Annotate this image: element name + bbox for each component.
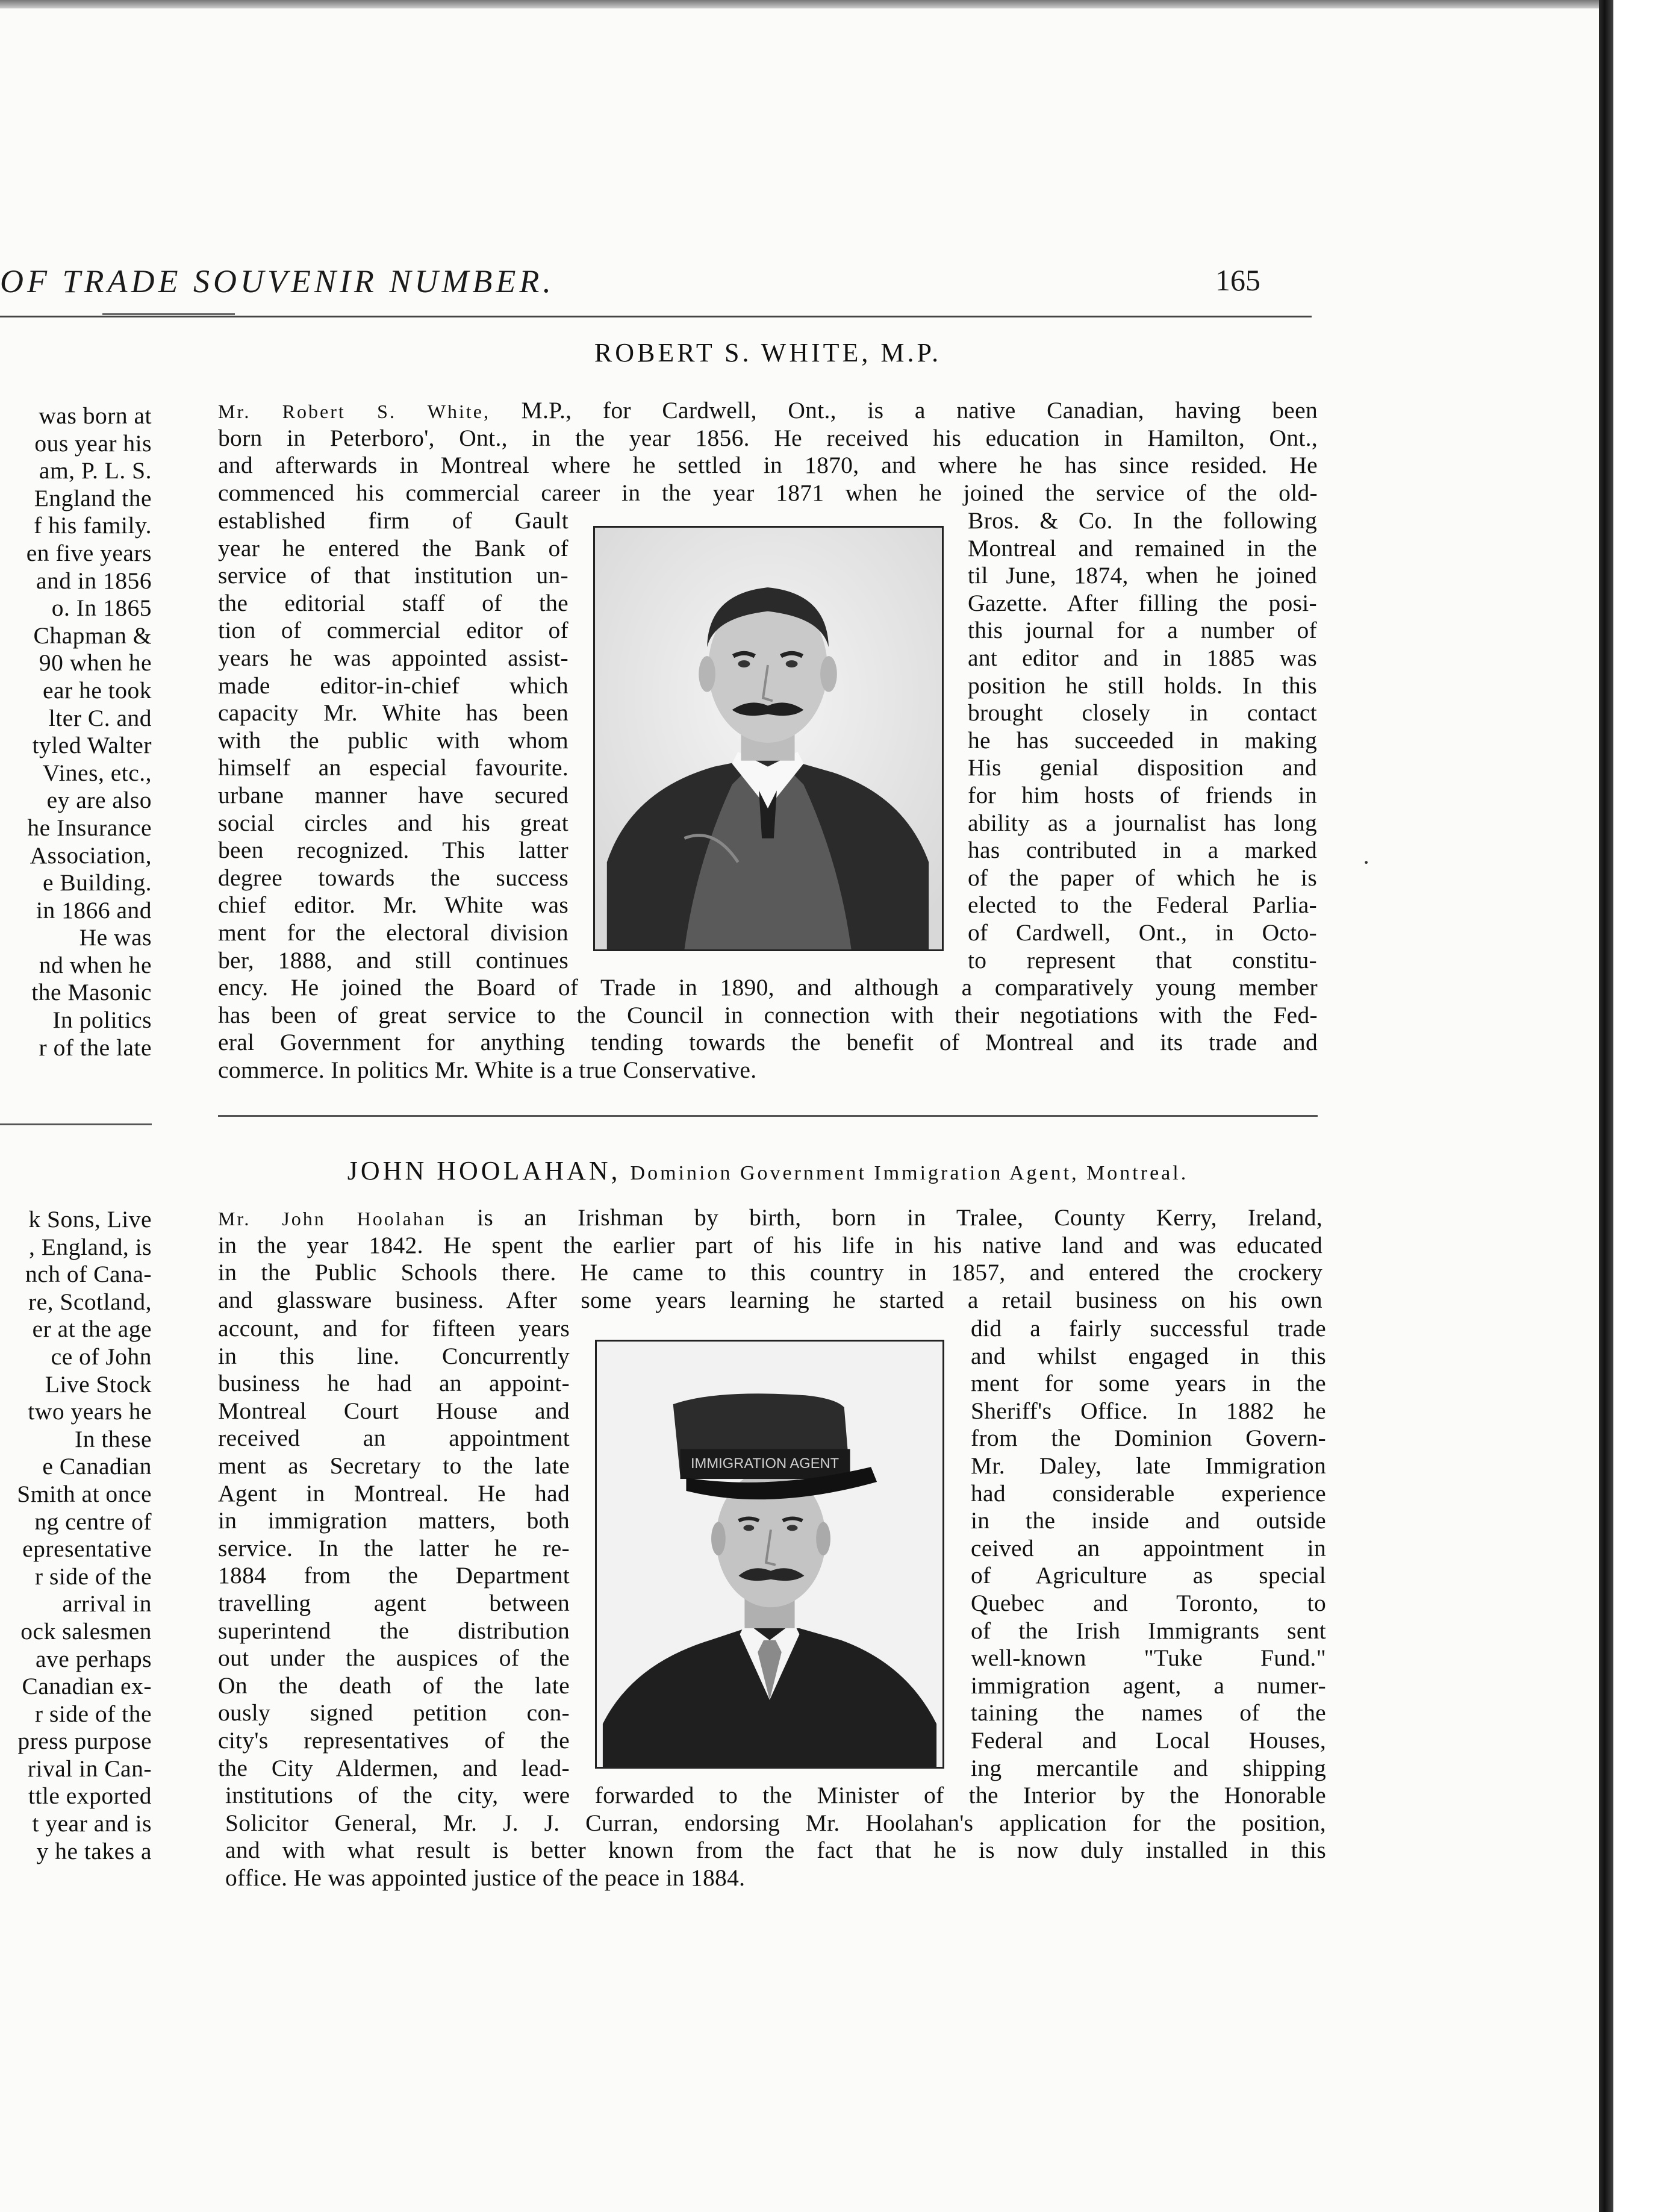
text-line: 1884 from the Department [218, 1562, 570, 1589]
text-line: has contributed in a marked [968, 837, 1317, 864]
text-line: chief editor. Mr. White was [218, 892, 568, 919]
text-line: Mr. Daley, late Immigration [971, 1452, 1326, 1479]
portrait-john-hoolahan-photo [597, 1342, 942, 1767]
left-column-line: and in 1856 [36, 567, 152, 594]
text-line [218, 1231, 1322, 1259]
text-line [218, 451, 1318, 479]
text-line: office. He was appointed justice of the peace in 1884. [225, 1864, 746, 1891]
left-column-line: England the [34, 484, 152, 511]
left-column-line: In these [75, 1425, 152, 1452]
left-column-line: , England, is [29, 1233, 152, 1260]
text-line: been recognized. This latter [218, 837, 568, 864]
left-column-line: nd when he [39, 951, 152, 978]
text-line: ing mercantile and shipping [971, 1754, 1326, 1781]
line-text: and afterwards in Montreal where he settled in 1870, and where he has since resided. He [218, 452, 1318, 479]
page-number: 165 [1215, 263, 1260, 297]
text-line: institutions of the city, were forwarded to the Minister of the Interior by the Honorable [225, 1782, 1326, 1808]
text-line: in this line. Concurrently [218, 1342, 570, 1369]
text-line: taining the names of the [971, 1699, 1326, 1726]
text-line: ment as Secretary to the late [218, 1452, 570, 1479]
text-line: account, and for fifteen years [218, 1315, 570, 1342]
text-line: with the public with whom [218, 726, 568, 754]
text-line: til June, 1874, when he joined [968, 562, 1317, 589]
left-column-line: tyled Walter [32, 732, 152, 759]
scan-margin [1613, 0, 1679, 2212]
line-text: is an Irishman by birth, born in Tralee, County Kerry, Ireland, [446, 1204, 1323, 1231]
header-rule [0, 316, 1312, 317]
text-line: this journal for a number of [968, 617, 1317, 644]
text-line: urbane manner have secured [218, 782, 568, 808]
left-column-line: Chapman & [33, 622, 152, 649]
text-line: brought closely in contact [968, 699, 1317, 726]
left-column-top [0, 402, 152, 1061]
text-line: service of that institution un- [218, 562, 568, 589]
portrait-robert-white [593, 526, 944, 951]
text-line: did a fairly successful trade [971, 1315, 1326, 1342]
left-column-line: r side of the [34, 1563, 152, 1590]
text-line: Sheriff's Office. In 1882 he [971, 1397, 1326, 1424]
left-column-line: the Masonic [31, 979, 152, 1006]
text-line: Solicitor General, Mr. J. J. Curran, endorsing Mr. Hoolahan's application for the position, [225, 1809, 1326, 1836]
text-line [218, 1204, 1322, 1231]
article2-title-name: JOHN HOOLAHAN, [347, 1156, 621, 1186]
text-line: capacity Mr. White has been [218, 699, 568, 726]
subject-name: Mr. John Hoolahan [218, 1208, 447, 1229]
text-line: Federal and Local Houses, [971, 1727, 1326, 1754]
left-column-line: ock salesmen [20, 1617, 152, 1645]
article-separator [218, 1115, 1318, 1117]
text-line: degree towards the success [218, 864, 568, 891]
portrait-robert-white-photo [595, 528, 942, 949]
article2-title [218, 1155, 1318, 1186]
left-column-line: Live Stock [45, 1370, 152, 1398]
text-line: commerce. In politics Mr. White is a true Conservative. [218, 1056, 757, 1083]
left-column-line: Association, [30, 842, 152, 869]
text-line: eral Government for anything tending towards the benefit of Montreal and its trade and [218, 1029, 1318, 1056]
left-column-line: Canadian ex- [22, 1673, 152, 1700]
line-text: M.P., for Cardwell, Ont., is a native Canadian, having been [490, 397, 1318, 423]
text-line [218, 1258, 1322, 1286]
text-line: from the Dominion Govern- [971, 1425, 1326, 1452]
text-line: Agent in Montreal. He had [218, 1479, 570, 1507]
text-line: social circles and his great [218, 809, 568, 836]
left-column-line: Vines, etc., [42, 759, 152, 786]
page-top-shadow [0, 0, 1599, 8]
left-column-line: ear he took [43, 676, 152, 704]
article2-title-office: Dominion Government Immigration Agent, Montreal. [630, 1162, 1189, 1184]
left-column-line: he Insurance [27, 814, 152, 841]
left-column-line: was born at [39, 402, 152, 429]
left-column-line: rival in Can- [27, 1755, 152, 1782]
text-line: elected to the Federal Parlia- [968, 892, 1317, 919]
left-column-line: in 1866 and [36, 896, 152, 923]
text-line: service. In the latter he re- [218, 1534, 570, 1561]
left-column-line: In politics [52, 1007, 152, 1034]
text-line: out under the auspices of the [218, 1645, 570, 1672]
text-line: ously signed petition con- [218, 1699, 570, 1726]
text-line [218, 1286, 1322, 1314]
left-column-line: arrival in [62, 1590, 152, 1617]
text-line: city's representatives of the [218, 1727, 570, 1754]
left-column-line: o. In 1865 [51, 595, 152, 622]
text-line: tion of commercial editor of [218, 617, 568, 644]
text-line: travelling agent between [218, 1590, 570, 1616]
left-column-line: ce of John [51, 1343, 152, 1370]
text-line: and with what result is better known from the fact that he is now duly installed in this [225, 1837, 1326, 1864]
text-line: business he had an appoint- [218, 1370, 570, 1397]
left-column-line: ey are also [46, 787, 152, 814]
portrait-john-hoolahan [595, 1340, 944, 1769]
text-line: himself an especial favourite. [218, 754, 568, 781]
text-line: and whilst engaged in this [971, 1342, 1326, 1369]
text-line: for him hosts of friends in [968, 782, 1317, 808]
text-line: received an appointment [218, 1425, 570, 1452]
text-line: ment for the electoral division [218, 919, 568, 946]
left-column-line: t year and is [32, 1810, 152, 1837]
left-column-line: press purpose [17, 1728, 152, 1755]
text-line: he has succeeded in making [968, 726, 1317, 754]
text-line [218, 424, 1318, 452]
cap-lettering: IMMIGRATION AGENT [690, 1455, 839, 1472]
text-line: of Cardwell, Ont., in Octo- [968, 919, 1317, 946]
left-column-line: ng centre of [34, 1508, 152, 1535]
left-column-line: lter C. and [48, 704, 152, 731]
text-line: year he entered the Bank of [218, 534, 568, 561]
page-edge-shadow [1599, 0, 1613, 2212]
left-column-line: er at the age [32, 1316, 152, 1343]
left-column-rule [0, 1123, 152, 1125]
line-text: in the Public Schools there. He came to this country in 1857, and entered the crockery [218, 1259, 1322, 1286]
text-line: ency. He joined the Board of Trade in 1890, and although a comparatively young member [218, 974, 1318, 1001]
text-line: On the death of the late [218, 1672, 570, 1699]
line-text: and glassware business. After some years learning he started a retail business on his own [218, 1286, 1322, 1313]
header-rule-accent [102, 313, 235, 315]
text-line: well-known "Tuke Fund." [971, 1645, 1326, 1672]
text-line: His genial disposition and [968, 754, 1317, 781]
text-line: Gazette. After filling the posi- [968, 589, 1317, 616]
text-line: ability as a journalist has long [968, 809, 1317, 836]
text-line: ant editor and in 1885 was [968, 645, 1317, 671]
left-column-line: ave perhaps [35, 1645, 152, 1672]
article1-title: ROBERT S. WHITE, M.P. [594, 338, 942, 367]
text-line: established firm of Gault [218, 507, 568, 534]
text-line: Bros. & Co. In the following [968, 507, 1317, 534]
left-column-line: He was [79, 924, 152, 951]
text-line: made editor-in-chief which [218, 672, 568, 699]
left-column-line: Smith at once [17, 1480, 152, 1507]
line-text: born in Peterboro', Ont., in the year 1856. He received his education in Hamilton, Ont., [218, 424, 1318, 451]
text-line: immigration agent, a numer- [971, 1672, 1326, 1699]
text-line: ceived an appointment in [971, 1534, 1326, 1561]
line-text: commenced his commercial career in the year 1871 when he joined the service of the old- [218, 479, 1318, 506]
left-column-line: r side of the [34, 1700, 152, 1727]
running-head: OF TRADE SOUVENIR NUMBER. [0, 263, 555, 299]
left-column-line: ous year his [34, 430, 152, 457]
text-line: Quebec and Toronto, to [971, 1590, 1326, 1616]
left-column-line: re, Scotland, [28, 1288, 152, 1315]
text-line: in the inside and outside [971, 1507, 1326, 1534]
text-line: ber, 1888, and still continues [218, 946, 568, 973]
text-line: years he was appointed assist- [218, 645, 568, 671]
left-column-line: 90 when he [39, 649, 152, 676]
text-line: of Agriculture as special [971, 1562, 1326, 1589]
text-line: the City Aldermen, and lead- [218, 1754, 570, 1781]
left-column-bottom [0, 1206, 152, 1865]
text-line: the editorial staff of the [218, 589, 568, 616]
text-line [218, 479, 1318, 507]
subject-name: Mr. Robert S. White, [218, 401, 490, 422]
text-line: Montreal Court House and [218, 1397, 570, 1424]
text-line: of the paper of which he is [968, 864, 1317, 891]
left-column-line: e Building. [42, 869, 152, 896]
left-column-line: am, P. L. S. [39, 457, 152, 484]
text-line: Montreal and remained in the [968, 534, 1317, 561]
margin-mark: · [1362, 849, 1371, 876]
left-column-line: y he takes a [36, 1837, 152, 1864]
left-column-line: e Canadian [42, 1453, 152, 1480]
line-text: in the year 1842. He spent the earlier part of his life in his native land and was educated [218, 1231, 1322, 1258]
left-column-line: en five years [26, 539, 152, 566]
text-line: to represent that constitu- [968, 946, 1317, 973]
text-line: had considerable experience [971, 1479, 1326, 1507]
left-column-line: ttle exported [28, 1782, 152, 1810]
text-line: position he still holds. In this [968, 672, 1317, 699]
left-column-line: r of the late [39, 1034, 152, 1061]
text-line: superintend the distribution [218, 1617, 570, 1644]
left-column-line: f his family. [34, 512, 152, 539]
left-column-line: nch of Cana- [25, 1261, 152, 1288]
text-line: ment for some years in the [971, 1370, 1326, 1397]
text-line: has been of great service to the Council in connection with their negotiations with the Fed- [218, 1001, 1318, 1028]
left-column-line: epresentative [22, 1536, 152, 1563]
left-column-line: two years he [28, 1398, 152, 1425]
text-line [218, 396, 1318, 424]
left-column-line: k Sons, Live [28, 1206, 152, 1233]
text-line: in immigration matters, both [218, 1507, 570, 1534]
text-line: of the Irish Immigrants sent [971, 1617, 1326, 1644]
